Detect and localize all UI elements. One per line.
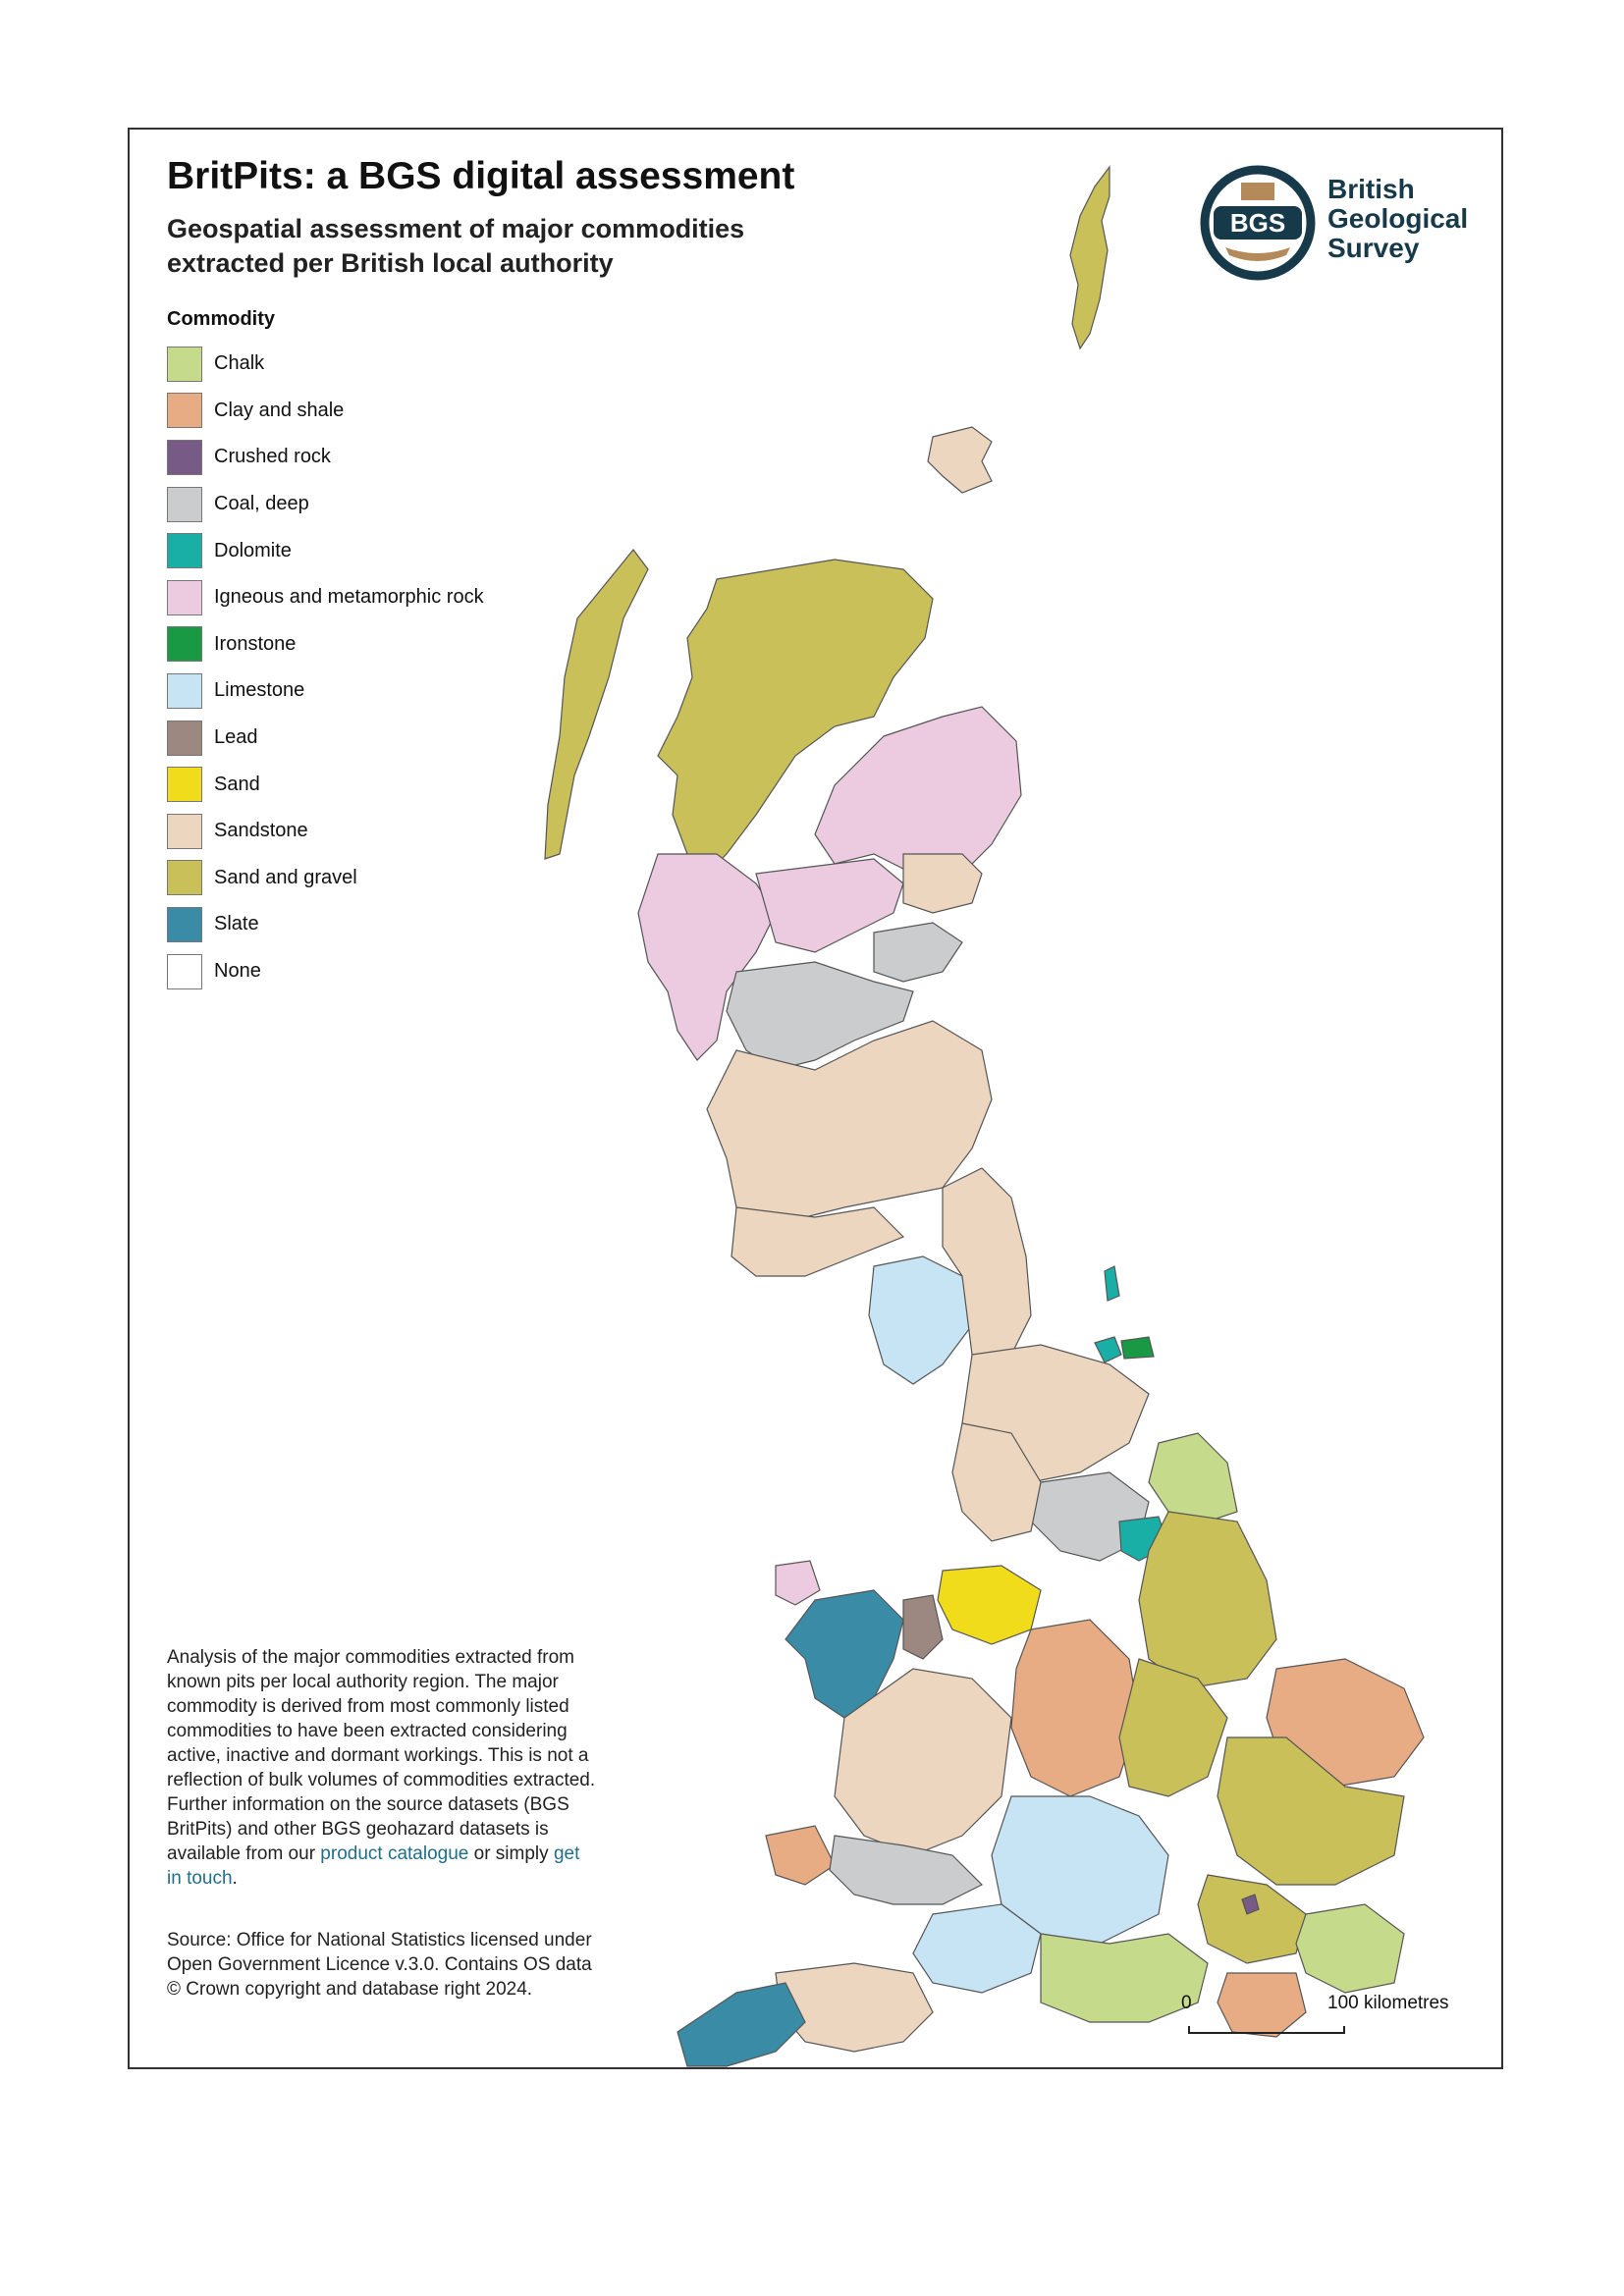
region-durham-dolomite xyxy=(1105,1266,1119,1301)
legend-label: Limestone xyxy=(214,679,305,702)
region-east-riding xyxy=(1149,1433,1237,1522)
region-midlands-clay xyxy=(1011,1620,1139,1796)
legend-label: Igneous and metamorphic rock xyxy=(214,586,484,609)
legend-label: Slate xyxy=(214,913,259,935)
analysis-note xyxy=(167,1645,599,1891)
product-catalogue-link[interactable]: product catalogue xyxy=(320,1843,469,1864)
legend-label: Sandstone xyxy=(214,820,308,842)
legend-label: Chalk xyxy=(214,352,265,375)
note-text-middle: or simply xyxy=(468,1843,554,1864)
note-text-after: . xyxy=(232,1868,238,1889)
region-fife xyxy=(874,923,962,982)
scale-start-label: 0 xyxy=(1181,1993,1192,2013)
region-denbighshire xyxy=(903,1595,943,1659)
page-subtitle: Geospatial assessment of major commodities extracted per British local authority xyxy=(167,214,745,278)
get-in-touch-link[interactable]: get in touch xyxy=(167,1843,580,1889)
bgs-logo-mark: BGS xyxy=(1229,208,1286,238)
legend-label: Dolomite xyxy=(214,539,292,561)
scale-end-label: 100 kilometres xyxy=(1327,1993,1449,2013)
region-angus xyxy=(903,854,982,913)
region-south-wales xyxy=(830,1836,982,1904)
region-essex xyxy=(1198,1875,1306,1963)
logo-line-3: Survey xyxy=(1327,233,1420,263)
region-outer-hebrides xyxy=(545,550,648,859)
legend-label: Coal, deep xyxy=(214,493,309,515)
legend-label: Clay and shale xyxy=(214,399,345,421)
region-devon xyxy=(776,1963,933,2052)
legend-label: Crushed rock xyxy=(214,446,331,468)
region-anglesey xyxy=(776,1561,820,1605)
region-lincolnshire xyxy=(1139,1512,1276,1688)
legend-title: Commodity xyxy=(167,308,275,330)
note-text-before: Analysis of the major commodities extracted from known pits per local authority region. The major commodity is derived from most commonly listed commodities to have been extracted considering active, inactive and dormant workings. This is not a reflection of bulk volumes of commodities extracted. Further information on the source datasets (BGS BritPits) and other BGS geohazard datasets is available from our xyxy=(167,1647,596,1864)
region-cheshire xyxy=(938,1566,1041,1644)
legend-label: Lead xyxy=(214,726,258,749)
legend-label: Sand xyxy=(214,773,260,795)
legend-label: None xyxy=(214,960,261,983)
region-pembrokeshire xyxy=(766,1826,835,1885)
logo-line-1: British xyxy=(1327,174,1415,204)
legend-label: Ironstone xyxy=(214,632,297,655)
region-teesside-ironstone xyxy=(1121,1337,1154,1359)
region-cumbria xyxy=(869,1256,972,1384)
scale-bar-line xyxy=(1188,2026,1345,2034)
region-shetland xyxy=(1070,167,1110,348)
source-note: Source: Office for National Statistics licensed under Open Government Licence v.3.0. Contains OS data © Crown copyright and database right 2024. xyxy=(167,1930,592,2000)
legend-label: Sand and gravel xyxy=(214,866,357,888)
logo-line-2: Geological xyxy=(1327,203,1469,234)
region-cornwall xyxy=(677,1983,805,2066)
region-orkney xyxy=(928,427,992,493)
scale-bar xyxy=(1178,1993,1473,2052)
region-kent xyxy=(1296,1904,1404,1993)
region-aberdeenshire xyxy=(815,707,1021,874)
page-title: BritPits: a BGS digital assessment xyxy=(167,155,795,197)
region-teesside-dolomite xyxy=(1095,1337,1121,1362)
